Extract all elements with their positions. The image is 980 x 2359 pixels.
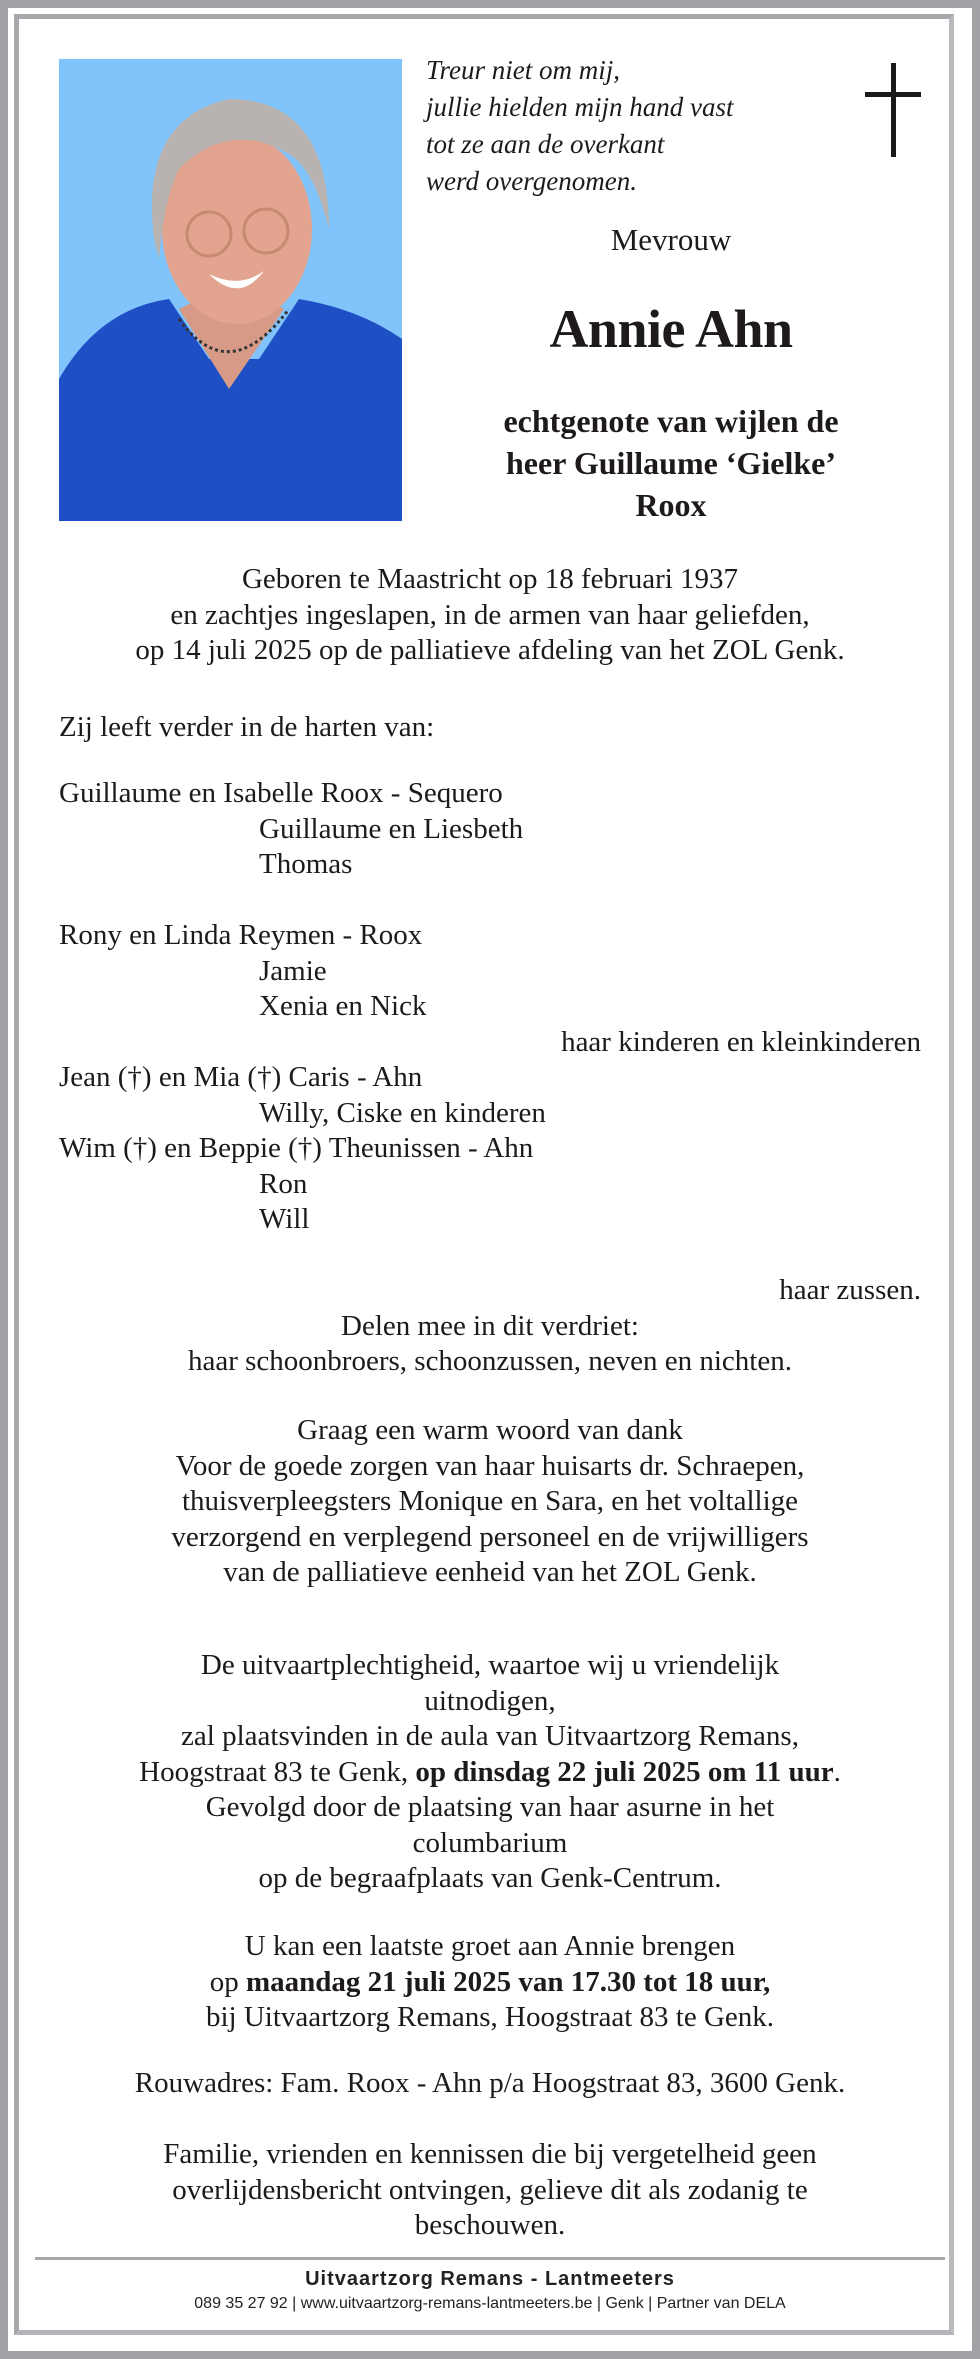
thanks-line: thuisverpleegsters Monique en Sara, en het voltallige (181, 1485, 799, 1517)
family-line: Jamie (259, 954, 327, 987)
family-line: Rony en Linda Reymen - Roox (59, 919, 423, 951)
poem-line: werd overgenomen. (426, 166, 637, 196)
funeral-line: op de begraafplaats van Genk-Centrum. (258, 1862, 722, 1894)
funeral-info (59, 1648, 921, 1897)
birth-line: Geboren te Maastricht op 18 februari 1937 (241, 563, 739, 595)
funeral-line: Gevolgd door de plaatsing van haar asurne in het (205, 1791, 775, 1823)
funeral-date: op dinsdag 22 juli 2025 om 11 uur (415, 1755, 834, 1788)
funeral-line: zal plaatsvinden in de aula van Uitvaartzorg Remans, (181, 1720, 799, 1752)
sharing (59, 1273, 921, 1380)
salutation: Mevrouw (610, 222, 732, 257)
family-line: Guillaume en Liesbeth (259, 812, 524, 845)
poem-line: Treur niet om mij, (426, 55, 621, 85)
family-line: Guillaume en Isabelle Roox - Sequero (59, 777, 503, 809)
thanks-line: van de palliatieve eenheid van het ZOL Genk. (223, 1556, 757, 1588)
spouse-line: echtgenote van wijlen de (503, 403, 839, 439)
notice-line: overlijdensbericht ontvingen, gelieve dit als zodanig te (172, 2173, 808, 2206)
sharing-line: Delen mee in dit verdriet: (341, 1309, 639, 1342)
poem-line: tot ze aan de overkant (426, 129, 665, 159)
poem-line: jullie hielden mijn hand vast (426, 92, 734, 122)
funeral-line: De uitvaartplechtigheid, waartoe wij u vriendelijk (200, 1649, 780, 1681)
family-line: Willy, Ciske en kinderen (259, 1096, 546, 1129)
funeral-line: columbarium (412, 1826, 568, 1859)
family-line: Thomas (259, 848, 353, 880)
family-line: Jean (†) en Mia (†) Caris - Ahn (59, 1061, 423, 1093)
family-line: Will (259, 1203, 310, 1235)
relation-label: haar kinderen en kleinkinderen (561, 1025, 921, 1058)
thanks-line: Voor de goede zorgen van haar huisarts dr. Schraepen, (175, 1449, 805, 1482)
notice-line: Familie, vrienden en kennissen die bij vergetelheid geen (163, 2138, 817, 2170)
funeral-text: . (833, 1755, 841, 1788)
footer-divider (35, 2257, 945, 2260)
funeral-line: uitnodigen, (424, 1684, 556, 1717)
visit-line: U kan een laatste groet aan Annie brengen (244, 1930, 736, 1962)
spouse-line: heer Guillaume ‘Gielke’ (505, 445, 837, 481)
funeral-home-contact: 089 35 27 92 | www.uitvaartzorg-remans-lantmeeters.be | Genk | Partner van DELA (194, 2295, 786, 2312)
birth-line: op 14 juli 2025 op de palliatieve afdeling van het ZOL Genk. (135, 634, 845, 666)
funeral-line (59, 1755, 921, 1791)
family-line: Xenia en Nick (259, 990, 427, 1022)
poem (426, 52, 733, 200)
funeral-text: Hoogstraat 83 te Genk, (139, 1755, 416, 1788)
deceased-name: Annie Ahn (549, 299, 793, 359)
visit-text: op (209, 1965, 246, 1998)
spouse-info (402, 400, 940, 526)
birth-line: en zachtjes ingeslapen, in de armen van haar geliefden, (170, 598, 810, 631)
cross-icon (865, 63, 921, 157)
spouse-line: Roox (635, 487, 707, 523)
sharing-line: haar schoonbroers, schoonzussen, neven en nichten. (188, 1345, 792, 1377)
portrait-photo (59, 59, 402, 521)
relation-label: haar zussen. (779, 1274, 921, 1306)
notice-line: beschouwen. (414, 2209, 566, 2241)
survivors-intro: Zij leeft verder in de harten van: (59, 711, 435, 743)
visit-date: maandag 21 juli 2025 van 17.30 tot 18 uur, (246, 1965, 771, 1998)
visit-info (59, 1929, 921, 2036)
notice (59, 2137, 921, 2244)
visit-line: bij Uitvaartzorg Remans, Hoogstraat 83 te Genk. (205, 2001, 775, 2033)
thanks (59, 1413, 921, 1591)
family-list (59, 776, 921, 1238)
visit-line (59, 1965, 921, 2001)
funeral-home-name: Uitvaartzorg Remans - Lantmeeters (305, 2268, 675, 2290)
thanks-line: verzorgend en verplegend personeel en de vrijwilligers (171, 1520, 809, 1553)
family-line: Wim (†) en Beppie (†) Theunissen - Ahn (59, 1132, 534, 1164)
family-line: Ron (259, 1167, 308, 1200)
thanks-line: Graag een warm woord van dank (297, 1414, 683, 1446)
mourning-address: Rouwadres: Fam. Roox - Ahn p/a Hoogstraat 83, 3600 Genk. (134, 2067, 846, 2099)
birth-info (59, 562, 921, 669)
